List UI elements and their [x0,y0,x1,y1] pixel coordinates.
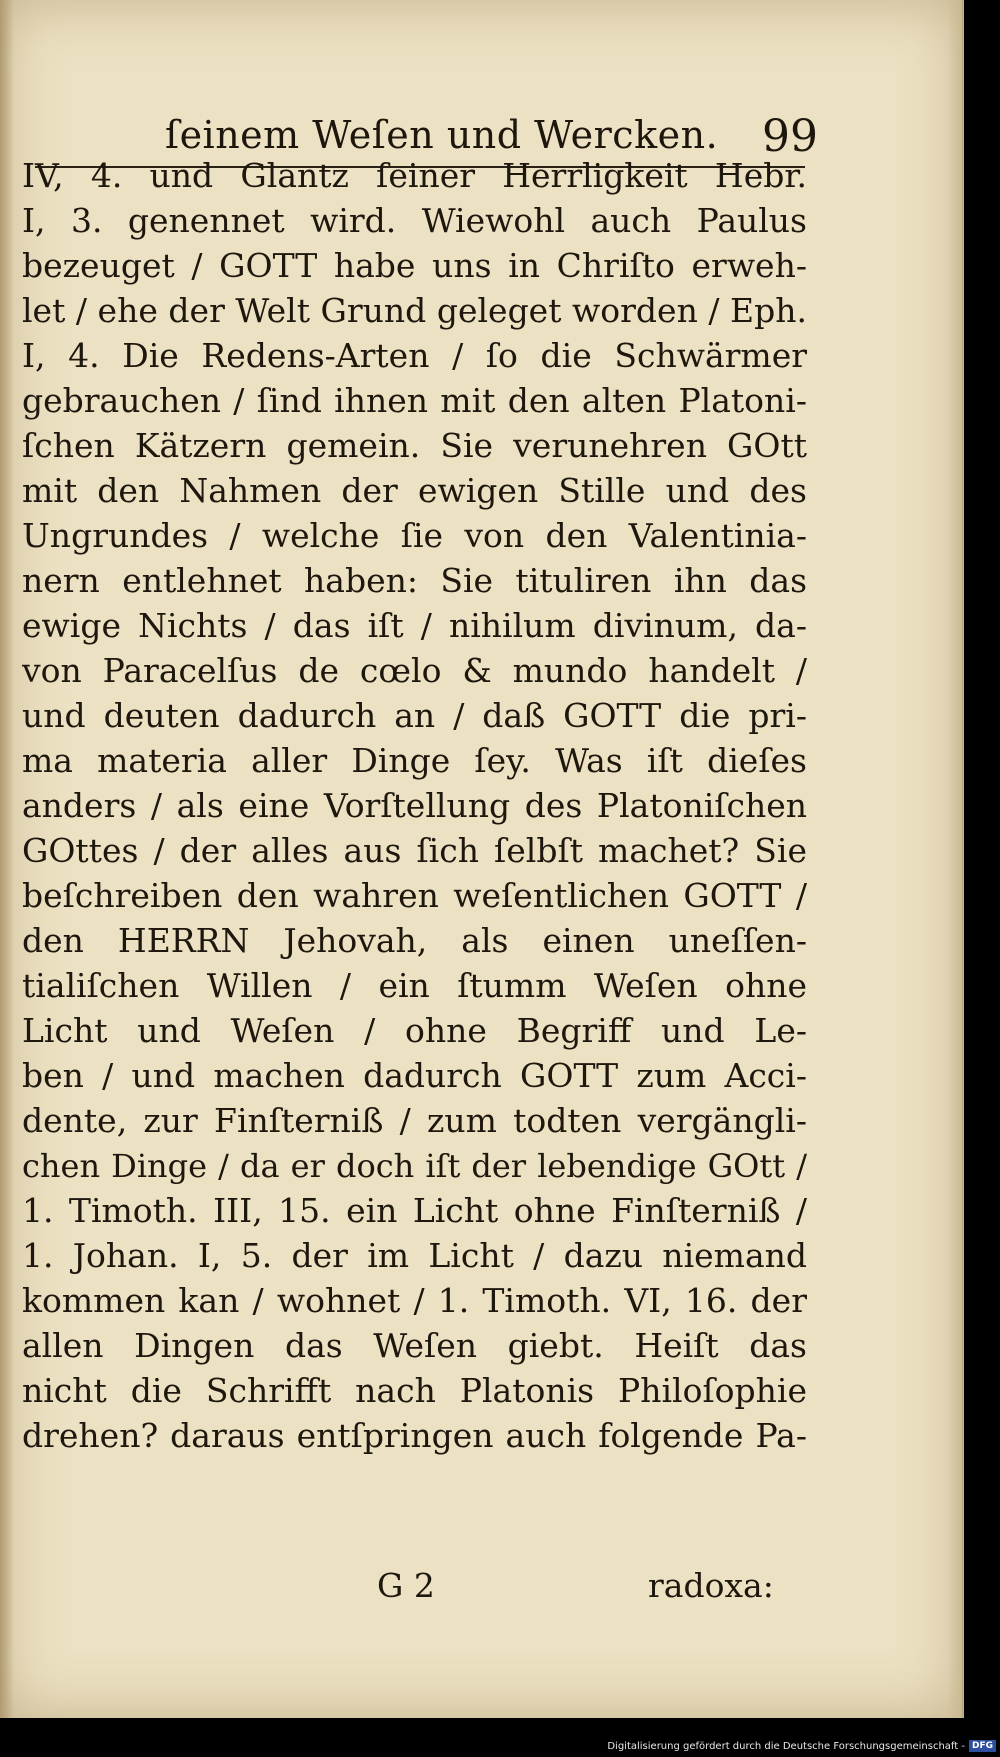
running-title: ſeinem Weſen und Wercken. [165,113,719,157]
text-line: gebrauchen / ſind ihnen mit den alten Platoni- [22,381,807,420]
text-line: dente, zur Finſterniß / zum todten vergängli- [22,1101,807,1140]
text-line: IV, 4. und Glantz ſeiner Herrligkeit Hebr. [22,156,807,195]
text-line: nern entlehnet haben: Sie tituliren ihn das [22,561,807,600]
text-line: 1. Johan. I, 5. der im Licht / dazu niemand [22,1236,807,1275]
text-line: mit den Nahmen der ewigen Stille und des [22,471,807,510]
page-number: 99 [762,111,818,162]
dfg-logo: DFG [969,1740,996,1752]
signature-mark: G 2 [377,1566,435,1605]
text-line: 1. Timoth. III, 15. ein Licht ohne Finſterniß / [22,1191,807,1230]
text-line: kommen kan / wohnet / 1. Timoth. VI, 16. der [22,1281,807,1320]
text-line: anders / als eine Vorſtellung des Platoniſchen [22,786,807,825]
text-line: ben / und machen dadurch GOTT zum Acci- [22,1056,807,1095]
text-line: let / ehe der Welt Grund geleget worden / Eph. [22,291,807,330]
text-line: den HERRN Jehovah, als einen uneſſen- [22,921,807,960]
text-line: I, 4. Die Redens-Arten / ſo die Schwärmer [22,336,807,375]
text-line: ma materia aller Dinge ſey. Was iſt dieſes [22,741,807,780]
text-line: ſchen Kätzern gemein. Sie verunehren GOtt [22,426,807,465]
text-line: Licht und Weſen / ohne Begriff und Le- [22,1011,807,1050]
text-line: GOttes / der alles aus ſich ſelbſt machet? Sie [22,831,807,870]
text-line: beſchreiben den wahren weſentlichen GOTT / [22,876,807,915]
text-line: Ungrundes / welche ſie von den Valentinia- [22,516,807,555]
page-gutter-shadow [0,0,14,1718]
text-line: ewige Nichts / das iſt / nihilum divinum, da- [22,606,807,645]
credit-text: Digitalisierung gefördert durch die Deutsche Forschungsgemeinschaft - [607,1740,965,1752]
page-edge [948,0,964,1718]
text-line: allen Dingen das Weſen giebt. Heiſt das [22,1326,807,1365]
text-line: I, 3. genennet wird. Wiewohl auch Paulus [22,201,807,240]
catchword: radoxa: [648,1566,774,1605]
text-line: drehen? daraus entſpringen auch folgende Pa- [22,1416,807,1455]
text-line: bezeuget / GOTT habe uns in Chriſto erweh- [22,246,807,285]
text-line: chen Dinge / da er doch iſt der lebendige GOtt / [22,1147,807,1185]
text-line: tialiſchen Willen / ein ſtumm Weſen ohne [22,966,807,1005]
text-line: von Paracelſus de cœlo & mundo handelt / [22,651,807,690]
digitization-credit [540,1738,996,1754]
text-line: und deuten dadurch an / daß GOTT die pri- [22,696,807,735]
text-line: nicht die Schrifft nach Platonis Philoſophie [22,1371,807,1410]
